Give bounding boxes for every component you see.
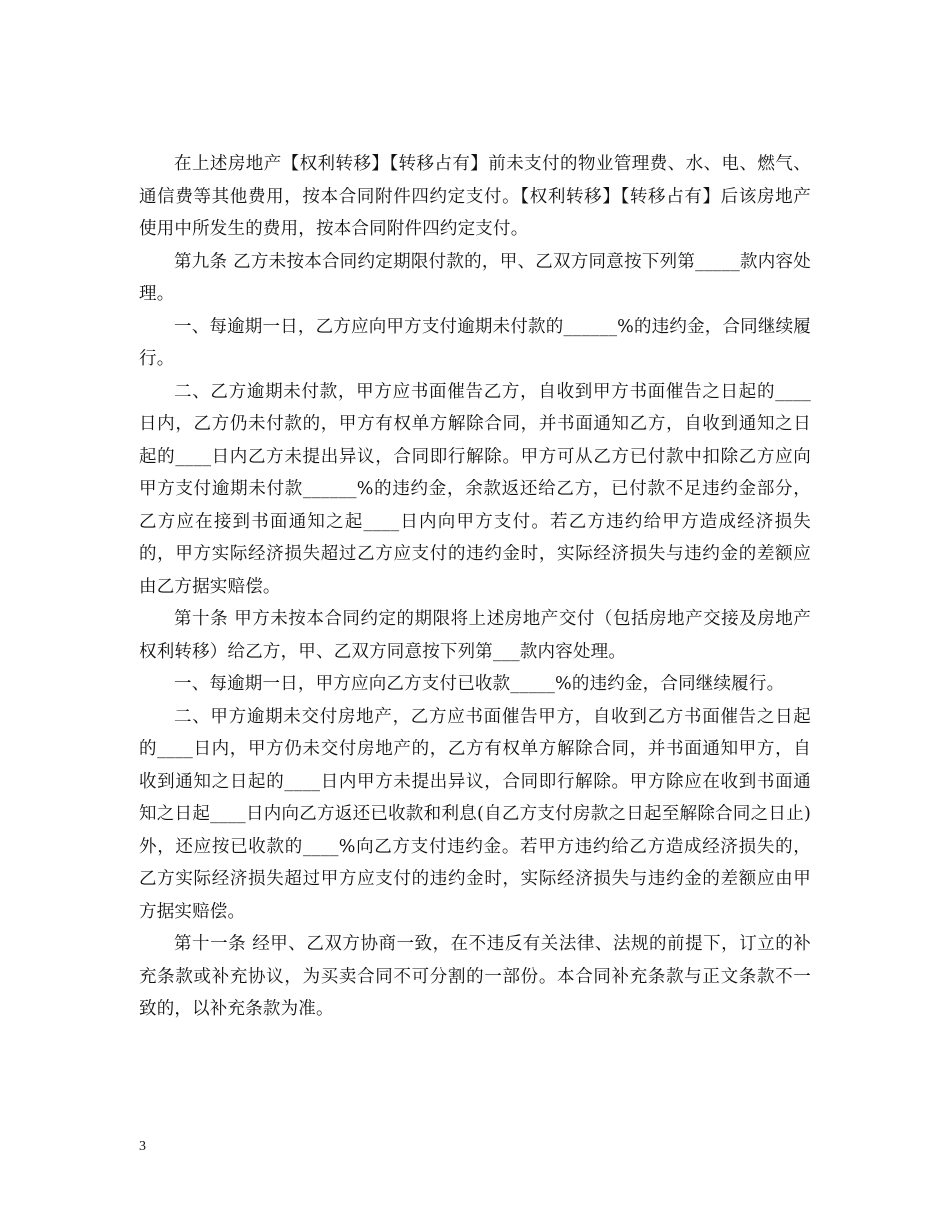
- paragraph-article-9-item-2: 二、乙方逾期未付款，甲方应书面催告乙方，自收到甲方书面催告之日起的____日内，乙方仍未付款的，甲方有权单方解除合同，并书面通知乙方，自收到通知之日起的____日内乙方未提出异议，合同即行解除。甲方可从乙方已付款中扣除乙方应向甲方支付逾期未付款______%的违约金，余款返还给乙方，已付款不足违约金部分，乙方应在接到书面通知之起____日内向甲方支付。若乙方违约给甲方造成经济损失的，甲方实际经济损失超过乙方应支付的违约金时，实际经济损失与违约金的差额应由乙方据实赔偿。: [139, 381, 811, 597]
- page-number: 3: [139, 1139, 146, 1154]
- paragraph-article-9: 第九条 乙方未按本合同约定期限付款的，甲、乙双方同意按下列第_____款内容处理。: [139, 251, 811, 304]
- paragraph-article-10: 第十条 甲方未按本合同约定的期限将上述房地产交付（包括房地产交接及房地产权利转移）给乙方，甲、乙双方同意按下列第___款内容处理。: [139, 609, 811, 662]
- document-body: [139, 148, 811, 1026]
- paragraph-fees: 在上述房地产【权利转移】【转移占有】前未支付的物业管理费、水、电、燃气、通信费等其他费用，按本合同附件四约定支付。【权利转移】【转移占有】后该房地产使用中所发生的费用，按本合同附件四约定支付。: [139, 154, 811, 239]
- paragraph-article-11: 第十一条 经甲、乙双方协商一致，在不违反有关法律、法规的前提下，订立的补充条款或补充协议，为买卖合同不可分割的一部份。本合同补充条款与正文条款不一致的，以补充条款为准。: [139, 934, 811, 1019]
- paragraph-article-10-item-2: 二、甲方逾期未交付房地产，乙方应书面催告甲方，自收到乙方书面催告之日起的____日内，甲方仍未交付房地产的，乙方有权单方解除合同，并书面通知甲方，自收到通知之日起的____日内甲方未提出异议，合同即行解除。甲方除应在收到书面通知之日起____日内向乙方返还已收款和利息(自乙方支付房款之日起至解除合同之日止)外，还应按已收款的____%向乙方支付违约金。若甲方违约给乙方造成经济损失的，乙方实际经济损失超过甲方应支付的违约金时，实际经济损失与违约金的差额应由甲方据实赔偿。: [139, 706, 811, 922]
- paragraph-article-10-item-1: 一、每逾期一日，甲方应向乙方支付已收款_____%的违约金，合同继续履行。: [174, 674, 785, 694]
- paragraph-article-9-item-1: 一、每逾期一日，乙方应向甲方支付逾期未付款的______%的违约金，合同继续履行。: [139, 316, 811, 369]
